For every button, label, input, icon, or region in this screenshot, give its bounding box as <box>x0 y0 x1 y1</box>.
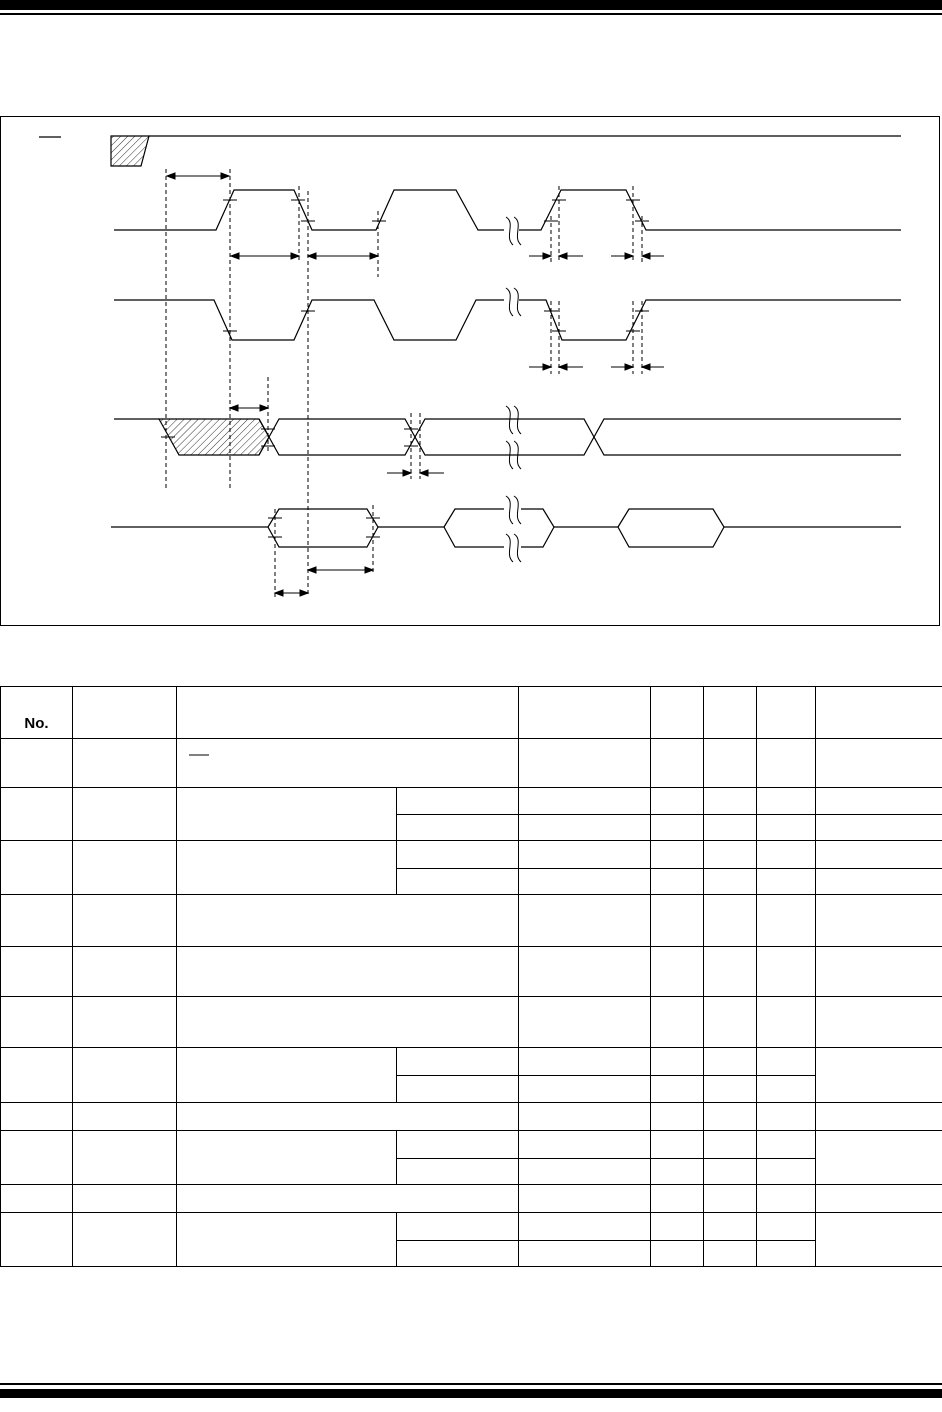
timing-parameter-table <box>0 686 942 1267</box>
clock-b <box>114 300 504 340</box>
timing-diagram <box>1 117 941 627</box>
table-row <box>1 739 942 788</box>
sdo-hatch <box>159 419 269 455</box>
clock-a-tail <box>519 190 901 230</box>
table-row <box>1 895 942 947</box>
sdi-bit-last <box>618 509 724 547</box>
overline-mark <box>181 753 211 759</box>
table-row <box>1 947 942 997</box>
table-row <box>1 788 942 815</box>
clock-b-tail <box>519 300 901 340</box>
table-row <box>1 841 942 869</box>
header-characteristic <box>177 687 519 739</box>
header-rule-thick <box>0 0 942 10</box>
timing-diagram-frame <box>0 116 940 626</box>
cs-hatch <box>111 136 149 166</box>
table-row <box>1 997 942 1048</box>
clock-a <box>114 190 504 230</box>
header-symbol <box>73 687 177 739</box>
table-row <box>1 1213 942 1241</box>
header-typ <box>704 687 757 739</box>
sdi-bit-1 <box>268 509 378 547</box>
header-rule-thin <box>0 13 942 15</box>
header-min <box>651 687 704 739</box>
header-no: No. <box>1 687 73 739</box>
header-units <box>816 687 942 739</box>
footer-rule-thin <box>0 1383 942 1385</box>
header-condition <box>519 687 651 739</box>
table-row <box>1 1185 942 1213</box>
table-row <box>1 1131 942 1159</box>
footer-rule-thick <box>0 1389 942 1398</box>
table-row <box>1 1048 942 1076</box>
header-max <box>757 687 816 739</box>
table-row <box>1 1103 942 1131</box>
